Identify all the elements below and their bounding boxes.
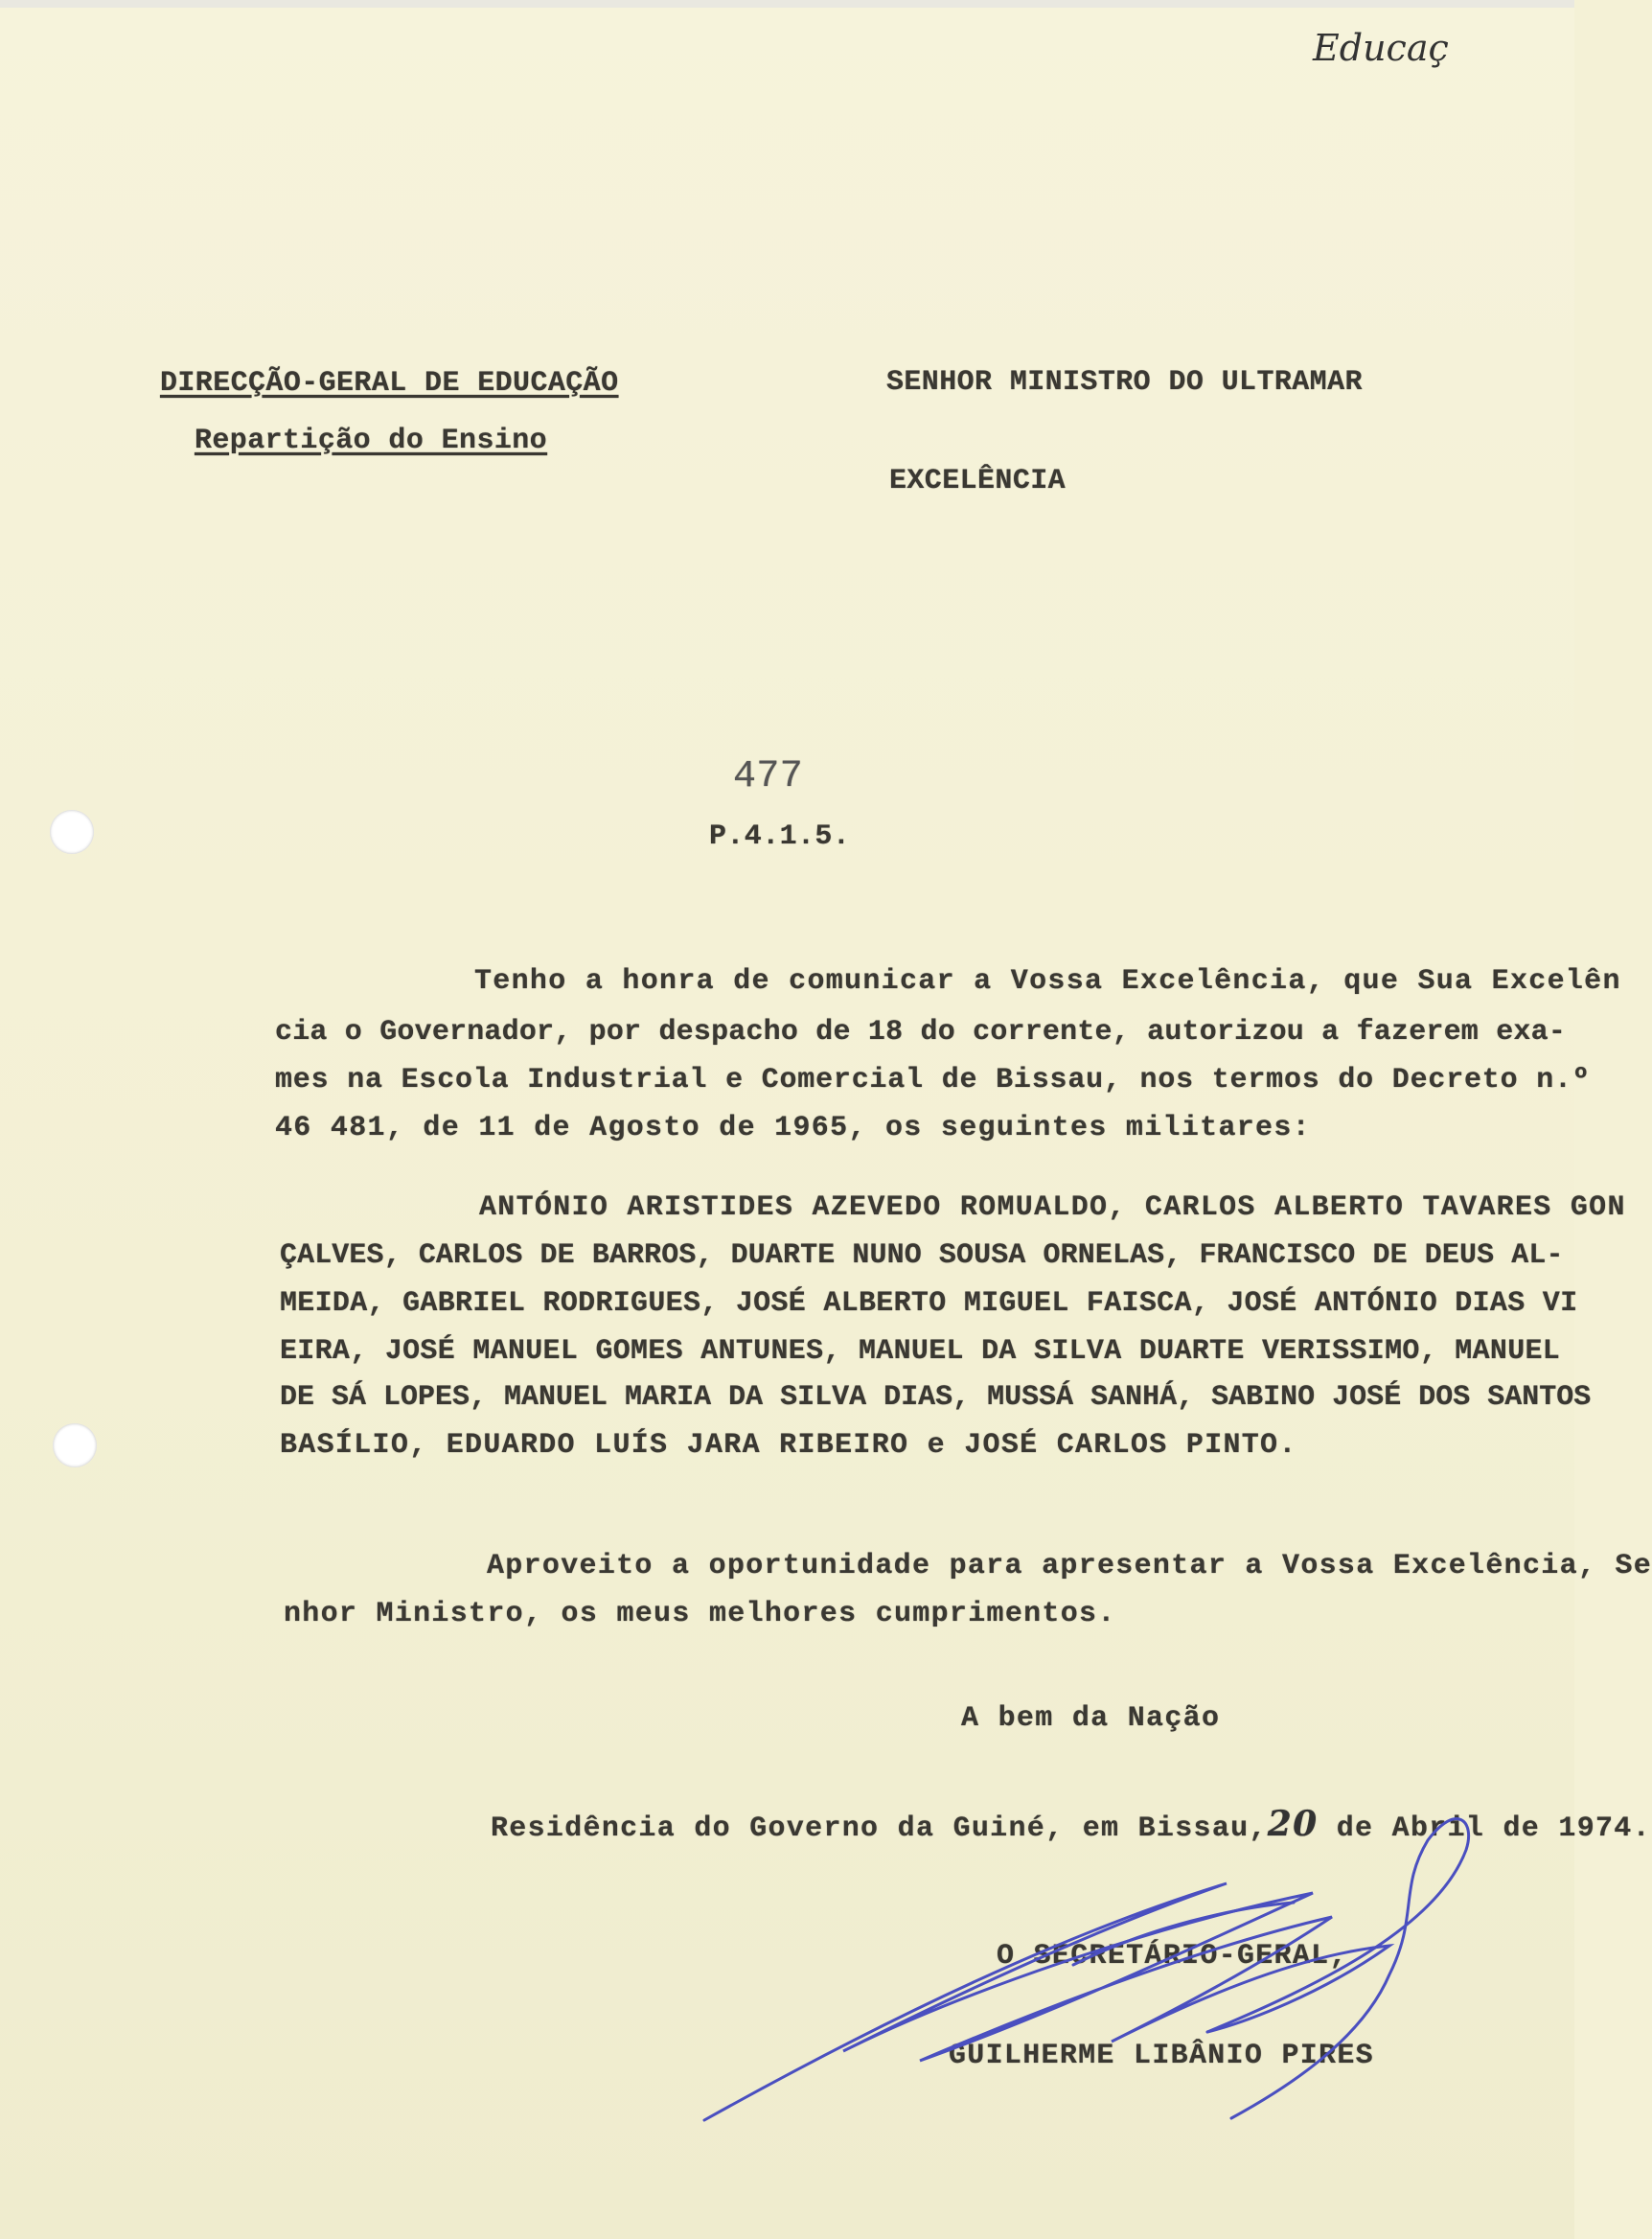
handwritten-day: 20 (1267, 1804, 1319, 1844)
signatory-name: GUILHERME LIBÂNIO PIRES (949, 2040, 1374, 2072)
punch-hole (53, 1423, 97, 1467)
section-heading: Repartição do Ensino (195, 425, 548, 457)
department-heading: DIRECÇÃO-GERAL DE EDUCAÇÃO (160, 367, 619, 400)
closing: A bem da Nação (961, 1702, 1221, 1735)
punch-hole (50, 810, 94, 854)
text-line: EIRA, JOSÉ MANUEL GOMES ANTUNES, MANUEL DA SILVA DUARTE VERISSIMO, MANUEL (280, 1335, 1561, 1368)
text-line: mes na Escola Industrial e Comercial de Bissau, nos termos do Decreto n.º (275, 1064, 1591, 1096)
text-line: DE SÁ LOPES, MANUEL MARIA DA SILVA DIAS, MUSSÁ SANHÁ, SABINO JOSÉ DOS SANTOS (280, 1381, 1592, 1414)
addressee: SENHOR MINISTRO DO ULTRAMAR (886, 366, 1363, 399)
reference-code: P.4.1.5. (709, 820, 851, 853)
text-line: Tenho a honra de comunicar a Vossa Excelência, que Sua Excelên (474, 965, 1621, 998)
text-line: nhor Ministro, os meus melhores cumprimentos. (284, 1598, 1116, 1630)
text-line: BASÍLIO, EDUARDO LUÍS JARA RIBEIRO e JOSÉ CARLOS PINTO. (280, 1429, 1297, 1462)
text-line: MEIDA, GABRIEL RODRIGUES, JOSÉ ALBERTO MIGUEL FAISCA, JOSÉ ANTÓNIO DIAS VI (280, 1287, 1578, 1320)
text-line: Aproveito a oportunidade para apresentar a Vossa Excelência, Se (487, 1550, 1652, 1582)
reference-number: 477 (733, 755, 804, 798)
signatory-title: O SECRETÁRIO-GERAL, (997, 1940, 1348, 1973)
text-line: 46 481, de 11 de Agosto de 1965, os seguintes militares: (275, 1112, 1311, 1144)
salutation: EXCELÊNCIA (889, 465, 1067, 497)
text-line: ANTÓNIO ARISTIDES AZEVEDO ROMUALDO, CARLOS ALBERTO TAVARES GON (479, 1191, 1626, 1224)
place-date-suffix: de Abril de 1974. (1336, 1812, 1651, 1845)
handwritten-annotation: Educaç (1313, 27, 1449, 69)
text-line: ÇALVES, CARLOS DE BARROS, DUARTE NUNO SOUSA ORNELAS, FRANCISCO DE DEUS AL- (280, 1239, 1564, 1272)
place-date-prefix: Residência do Governo da Guiné, em Bissau, (491, 1812, 1268, 1845)
text-line: cia o Governador, por despacho de 18 do corrente, autorizou a fazerem exa- (275, 1016, 1567, 1049)
